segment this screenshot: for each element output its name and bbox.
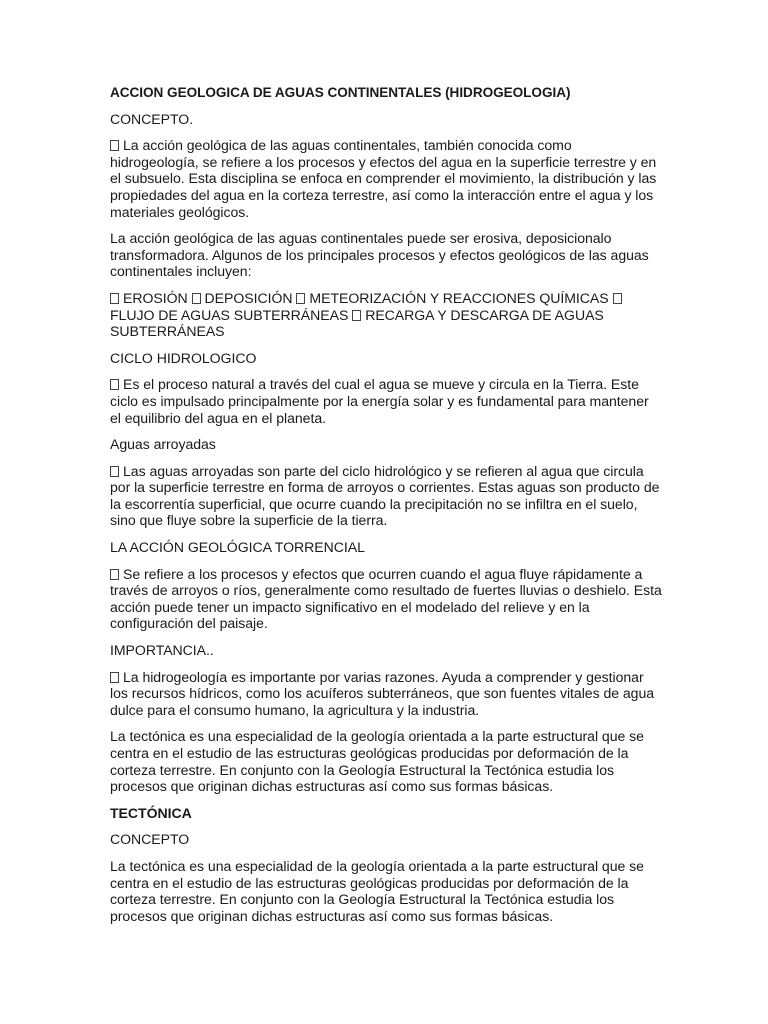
paragraph-ciclo	[110, 376, 662, 426]
paragraph-text: Las aguas arroyadas son parte del ciclo hidrológico y se refieren al agua que circula por la superficie terrestre en forma de arroyos o corrientes. Estas aguas son producto de la escorrentía superficial, que ocurre cuando la precipitación no se infiltra en el suelo, sino que fluye sobre la superficie de la tierra.	[110, 462, 660, 529]
list-item: DEPOSICIÓN	[204, 289, 293, 306]
process-list	[110, 290, 662, 340]
paragraph-importancia	[110, 669, 662, 719]
paragraph-text: La acción geológica de las aguas continentales, también conocida como hidrogeología, se refiere a los procesos y efectos del agua en la superficie terrestre y en el subsuelo. Esta disciplina se enfoca en comprender el movimiento, la distribución y las propiedades del agua en la corteza terrestre, así como la interacción entre el agua y los materiales geológicos.	[110, 137, 657, 220]
bullet-box-icon	[110, 379, 119, 390]
heading-concepto-tectonica: CONCEPTO	[110, 831, 190, 848]
document-page	[110, 85, 662, 934]
bullet-box-icon	[110, 140, 119, 151]
heading-aguas-arroyadas: Aguas arroyadas	[110, 436, 216, 453]
paragraph-text: Es el proceso natural a través del cual el agua se mueve y circula en la Tierra. Este ciclo es impulsado principalmente por la energía solar y es fundamental para mantener el equilibrio del agua en el planeta.	[110, 376, 649, 426]
paragraph-torrencial	[110, 566, 662, 632]
bullet-box-icon	[352, 310, 361, 321]
bullet-box-icon	[110, 466, 119, 477]
heading-ciclo: CICLO HIDROLOGICO	[110, 349, 257, 366]
paragraph-aguas-arroyadas	[110, 463, 662, 529]
paragraph-tectonica: La tectónica es una especialidad de la geología orientada a la parte estructural que se centra en el estudio de las estructuras geológicas producidas por deformación de la corteza terrestre. En conjunto con la Geología Estructural la Tectónica estudia los procesos que originan dichas estructuras así como sus formas básicas.	[110, 857, 644, 924]
bullet-box-icon	[110, 569, 119, 580]
list-item: RECARGA Y DESCARGA DE AGUAS SUBTERRÁNEAS	[110, 306, 604, 340]
paragraph-text: Se refiere a los procesos y efectos que ocurren cuando el agua fluye rápidamente a través de arroyos o ríos, generalmente como resultado de fuertes lluvias o deshielo. Esta acción puede tener un impacto significativo en el modelado del relieve y en la configuración del paisaje.	[110, 565, 662, 632]
paragraph-concepto	[110, 137, 662, 220]
bullet-box-icon	[192, 293, 201, 304]
bullet-box-icon	[110, 672, 119, 683]
list-item: FLUJO DE AGUAS SUBTERRÁNEAS	[110, 306, 349, 323]
bullet-box-icon	[110, 293, 119, 304]
bullet-box-icon	[613, 293, 622, 304]
heading-tectonica: TECTÓNICA	[110, 804, 192, 821]
heading-torrencial: LA ACCIÓN GEOLÓGICA TORRENCIAL	[110, 539, 365, 556]
list-item: METEORIZACIÓN Y REACCIONES QUÍMICAS	[309, 289, 609, 306]
heading-importancia: IMPORTANCIA..	[110, 642, 214, 659]
paragraph-text: La hidrogeología es importante por varias razones. Ayuda a comprender y gestionar los recursos hídricos, como los acuíferos subterráneos, que son fuentes vitales de agua dulce para el consumo humano, la agricultura y la industria.	[110, 668, 655, 718]
paragraph-procesos: La acción geológica de las aguas continentales puede ser erosiva, deposicionalo transformadora. Algunos de los principales procesos y efectos geológicos de las aguas continentales incluyen:	[110, 230, 649, 280]
heading-concepto: CONCEPTO.	[110, 110, 194, 127]
document-title: ACCION GEOLOGICA DE AGUAS CONTINENTALES (HIDROGEOLOGIA)	[110, 85, 571, 100]
bullet-box-icon	[296, 293, 305, 304]
list-item: EROSIÓN	[123, 289, 188, 306]
paragraph-tectonica-intro: La tectónica es una especialidad de la geología orientada a la parte estructural que se centra en el estudio de las estructuras geológicas producidas por deformación de la corteza terrestre. En conjunto con la Geología Estructural la Tectónica estudia los procesos que originan dichas estructuras así como sus formas básicas.	[110, 728, 644, 795]
